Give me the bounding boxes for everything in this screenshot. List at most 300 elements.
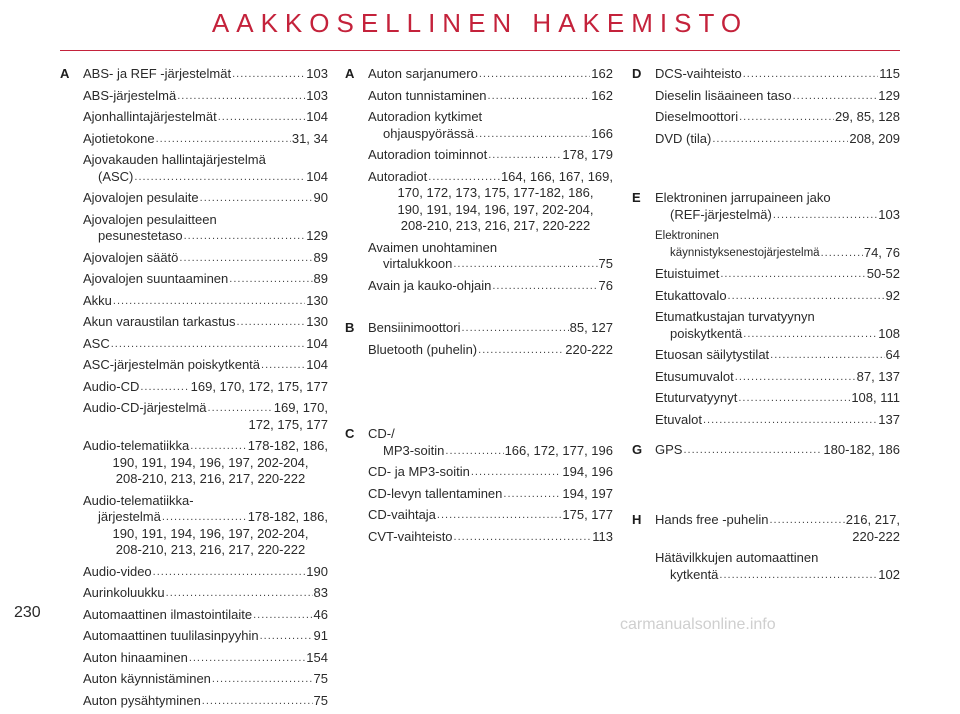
entry-page-ref: 169, 170, 172, 175, 177 [190, 378, 328, 394]
entry-label: Hands free -puhelin [655, 512, 769, 527]
dot-leader [453, 256, 597, 273]
entry-label: Bluetooth (puhelin) [368, 341, 478, 357]
entry-page-ref: 220-222 [565, 341, 613, 357]
entry-page-ref: 75 [313, 692, 328, 708]
dot-leader [719, 567, 877, 584]
entry-line [655, 309, 900, 326]
entry-page-ref: 178, 179 [562, 147, 613, 162]
entry-label: kytkentä [670, 566, 719, 582]
entry-line [83, 314, 328, 331]
entry-label: 170, 172, 173, 175, 177-182, 186, [397, 185, 594, 200]
entry-line [368, 169, 613, 186]
entry-label: Etuvalot [655, 411, 702, 427]
entry-label: Bensiinimoottori [368, 320, 461, 335]
dot-leader [479, 66, 590, 83]
entry-page-ref: 194, 196 [562, 464, 613, 479]
entry-label: Auton pysähtyminen [83, 692, 201, 708]
entry-page-ref: 29, 85, 128 [834, 109, 900, 124]
entry-page-ref: 130 [306, 292, 328, 308]
entry-line [655, 347, 900, 364]
entry-label: Dieselin lisäaineen taso [655, 87, 792, 103]
entry-page-ref: 180-182, 186 [823, 442, 900, 457]
entry-label: ABS-järjestelmä [83, 87, 177, 103]
entry-line [83, 131, 328, 148]
entry-page-ref: 220-222 [852, 528, 900, 544]
entry-line [83, 109, 328, 126]
entry-line [83, 417, 328, 434]
index-entry [83, 250, 328, 267]
entry-line [655, 131, 900, 148]
entry-label: Etusumuvalot [655, 368, 734, 384]
section-entries [368, 66, 613, 294]
index-entry [655, 412, 900, 429]
entry-line [83, 650, 328, 667]
entry-page-ref: 87, 137 [856, 368, 900, 384]
index-entry [83, 271, 328, 288]
entry-page-ref: 90 [313, 190, 328, 205]
index-entry [83, 628, 328, 645]
entry-line [655, 442, 900, 459]
entry-line [655, 266, 900, 283]
dot-leader [743, 66, 879, 83]
entry-page-ref: 166 [591, 125, 613, 141]
entry-page-ref: 64 [885, 347, 900, 362]
entry-line [83, 438, 328, 455]
entry-line [368, 320, 613, 337]
entry-page-ref: 50-52 [866, 266, 900, 281]
dot-leader [703, 412, 877, 429]
entry-label: GPS [655, 442, 683, 457]
index-entry [83, 564, 328, 581]
dot-leader [179, 250, 312, 267]
index-entry [368, 66, 613, 83]
entry-page-ref: 162 [591, 66, 613, 81]
entry-page-ref: 169, 170, [273, 400, 328, 415]
index-entry [368, 169, 613, 235]
dot-leader [738, 390, 850, 407]
entry-page-ref: 83 [313, 585, 328, 600]
index-entry [83, 314, 328, 331]
entry-page-ref: 175, 177 [562, 507, 613, 522]
entry-line [655, 228, 900, 245]
entry-page-ref: 164, 166, 167, 169, [500, 168, 613, 184]
entry-line [655, 512, 900, 529]
dot-leader [492, 278, 597, 295]
entry-line [83, 607, 328, 624]
entry-line [83, 585, 328, 602]
index-entry [83, 66, 328, 83]
index-entry [83, 109, 328, 126]
entry-line [83, 152, 328, 169]
index-entry [655, 309, 900, 342]
entry-page-ref: 129 [878, 87, 900, 103]
entry-label: Audio-telematiikka [83, 438, 190, 453]
entry-page-ref: 92 [885, 287, 900, 303]
entry-label: Akku [83, 292, 112, 308]
entry-page-ref: 85, 127 [569, 320, 613, 335]
dot-leader [140, 379, 189, 396]
dot-leader [462, 320, 569, 337]
dot-leader [184, 228, 306, 245]
entry-line [655, 369, 900, 386]
entry-line [83, 564, 328, 581]
index-entry [655, 66, 900, 83]
index-entry [83, 400, 328, 433]
entry-page-ref: 31, 34 [291, 130, 328, 146]
entry-label: Auton käynnistäminen [83, 671, 211, 686]
dot-leader [743, 326, 877, 343]
entry-label: Etukattovalo [655, 287, 727, 303]
index-section [632, 190, 900, 433]
entry-line [83, 293, 328, 310]
entry-label: Etumatkustajan turvatyynyn [655, 309, 815, 324]
entry-label: Autoradion kytkimet [368, 109, 483, 124]
entry-label: Audio-CD-järjestelmä [83, 400, 207, 415]
index-entry [368, 529, 613, 546]
entry-line [655, 88, 900, 105]
entry-page-ref: 162 [591, 87, 613, 103]
entry-line [368, 443, 613, 460]
entry-page-ref: 89 [313, 249, 328, 265]
entry-line [368, 240, 613, 257]
entry-line [368, 342, 613, 359]
index-entry [83, 585, 328, 602]
entry-label: Ajovalojen säätö [83, 249, 179, 265]
dot-leader [475, 126, 590, 143]
entry-page-ref: 130 [306, 314, 328, 329]
dot-leader [437, 507, 561, 524]
dot-leader [739, 109, 834, 126]
entry-label: (ASC) [98, 168, 134, 184]
entry-label: Avaimen unohtaminen [368, 239, 498, 255]
entry-page-ref: 129 [306, 228, 328, 243]
index-entry [655, 369, 900, 386]
index-entry [655, 288, 900, 305]
entry-page-ref: 103 [878, 206, 900, 222]
entry-page-ref: 103 [306, 66, 328, 81]
entry-label: Auton sarjanumero [368, 66, 478, 81]
entry-page-ref: 89 [313, 271, 328, 286]
entry-label: Automaattinen ilmastointilaite [83, 606, 253, 622]
dot-leader [471, 464, 562, 481]
index-entry [368, 342, 613, 359]
dot-leader [177, 88, 305, 105]
entry-line [83, 493, 328, 510]
entry-page-ref: 208, 209 [849, 130, 900, 146]
index-entry [83, 493, 328, 559]
entry-line [368, 202, 613, 219]
index-entry [83, 88, 328, 105]
dot-leader [428, 169, 500, 186]
entry-label: DCS-vaihteisto [655, 66, 742, 81]
dot-leader [153, 564, 306, 581]
dot-leader [770, 347, 884, 364]
index-entry [368, 507, 613, 524]
dot-leader [720, 266, 865, 283]
dot-leader [735, 369, 856, 386]
entry-page-ref: 75 [313, 671, 328, 686]
section-entries [655, 442, 900, 459]
dot-leader [113, 293, 305, 310]
index-entry [83, 379, 328, 396]
dot-leader [773, 207, 877, 224]
entry-page-ref: 115 [879, 66, 900, 81]
index-entry [655, 550, 900, 583]
index-entry [368, 486, 613, 503]
entry-label: pesunestetaso [98, 228, 183, 243]
entry-label: Audio-video [83, 563, 152, 579]
index-entry [83, 131, 328, 148]
entry-line [83, 169, 328, 186]
entry-line [368, 507, 613, 524]
entry-page-ref: 166, 172, 177, 196 [504, 442, 613, 458]
entry-page-ref: 154 [306, 649, 328, 665]
dot-leader [189, 650, 305, 667]
entry-label: Etuturvatyynyt [655, 390, 738, 405]
entry-page-ref: 108, 111 [851, 390, 900, 405]
dot-leader [208, 400, 273, 417]
entry-line [655, 412, 900, 429]
section-letter: A [60, 66, 70, 81]
section-letter: C [345, 426, 355, 441]
entry-page-ref: 104 [306, 168, 328, 184]
index-entry [655, 347, 900, 364]
entry-label: MP3-soitin [383, 442, 445, 458]
entry-line [83, 228, 328, 245]
index-entry [655, 109, 900, 126]
entry-label: käynnistyksenestojärjestelmä [670, 246, 820, 259]
entry-line [655, 109, 900, 126]
entry-page-ref: 194, 197 [562, 485, 613, 501]
section-letter: G [632, 442, 643, 457]
entry-line [83, 212, 328, 229]
entry-page-ref: 76 [598, 277, 613, 293]
entry-line [368, 426, 613, 443]
entry-label: 190, 191, 194, 196, 197, 202-204, [112, 454, 309, 470]
entry-line [83, 542, 328, 559]
dot-leader [229, 271, 312, 288]
entry-line [83, 357, 328, 374]
index-entry [83, 650, 328, 667]
entry-line [83, 693, 328, 710]
entry-page-ref: 216, 217, [845, 512, 900, 527]
entry-label: Ajovalojen suuntaaminen [83, 271, 229, 286]
index-entry [655, 390, 900, 407]
entry-label: Ajonhallintajärjestelmät [83, 109, 217, 124]
entry-label: Dieselmoottori [655, 109, 739, 124]
entry-line [655, 190, 900, 207]
index-entry [655, 442, 900, 459]
section-entries [83, 66, 328, 709]
entry-line [655, 326, 900, 343]
entry-label: Ajovakauden hallintajärjestelmä [83, 152, 266, 167]
entry-label: järjestelmä [98, 509, 161, 524]
entry-line [368, 464, 613, 481]
dot-leader [218, 109, 306, 126]
entry-page-ref: 104 [306, 109, 328, 124]
entry-label: ASC-järjestelmän poiskytkentä [83, 357, 261, 372]
dot-leader [712, 131, 848, 148]
dot-leader [212, 671, 313, 688]
index-entry [83, 357, 328, 374]
entry-page-ref: 91 [313, 628, 328, 643]
entry-label: Elektroninen [655, 230, 719, 242]
entry-label: Aurinkoluukku [83, 585, 165, 600]
entry-label: DVD (tila) [655, 130, 712, 146]
entry-line [83, 628, 328, 645]
entry-label: Elektroninen jarrupaineen jako [655, 190, 831, 205]
entry-line [83, 509, 328, 526]
dot-leader [821, 245, 863, 262]
entry-page-ref: 103 [306, 87, 328, 103]
entry-page-ref: 104 [306, 357, 328, 372]
entry-label: Ajotietokone [83, 130, 155, 146]
dot-leader [111, 336, 306, 353]
entry-line [655, 567, 900, 584]
entry-label: 190, 191, 194, 196, 197, 202-204, [112, 525, 309, 541]
dot-leader [190, 438, 247, 455]
header-rule [60, 50, 900, 51]
index-entry [368, 320, 613, 337]
entry-page-ref: 104 [306, 335, 328, 351]
dot-leader [166, 585, 313, 602]
index-entry [83, 190, 328, 207]
entry-line [368, 66, 613, 83]
entry-label: (REF-järjestelmä) [670, 206, 772, 222]
entry-label: Auton tunnistaminen [368, 87, 487, 103]
index-section [632, 66, 900, 152]
dot-leader [200, 190, 313, 207]
dot-leader [202, 693, 313, 710]
section-letter: A [345, 66, 355, 81]
dot-leader [488, 147, 561, 164]
dot-leader [156, 131, 291, 148]
index-section [632, 512, 900, 588]
entry-label: CD-levyn tallentaminen [368, 485, 503, 501]
entry-label: 208-210, 213, 216, 217, 220-222 [400, 218, 591, 233]
entry-line [655, 390, 900, 407]
entry-label: Auton hinaaminen [83, 649, 188, 665]
entry-label: virtalukkoon [383, 256, 453, 271]
entry-line [368, 126, 613, 143]
entry-line [368, 256, 613, 273]
entry-line [83, 455, 328, 472]
entry-line [83, 336, 328, 353]
entry-label: Audio-telematiikka- [83, 492, 194, 508]
entry-label: Autoradion toiminnot [368, 147, 488, 162]
index-entry [655, 190, 900, 223]
index-entry [655, 88, 900, 105]
entry-label: 208-210, 213, 216, 217, 220-222 [115, 542, 306, 557]
section-letter: H [632, 512, 642, 527]
page-number: 230 [14, 604, 41, 621]
dot-leader [503, 486, 561, 503]
index-entry [655, 228, 900, 261]
entry-label: Automaattinen tuulilasinpyyhin [83, 628, 259, 643]
entry-label: poiskytkentä [670, 325, 743, 341]
entry-page-ref: 46 [313, 606, 328, 622]
index-entry [655, 266, 900, 283]
entry-label: Etuistuimet [655, 266, 720, 281]
entry-page-ref: 75 [598, 256, 613, 271]
entry-line [83, 671, 328, 688]
entry-page-ref: 190 [306, 563, 328, 579]
index-entry [655, 512, 900, 545]
entry-label: ohjauspyörässä [383, 125, 475, 141]
entry-line [655, 529, 900, 546]
index-entry [368, 240, 613, 273]
index-section [60, 66, 328, 714]
entry-line [368, 88, 613, 105]
index-section [345, 426, 613, 550]
entry-label: CD- ja MP3-soitin [368, 464, 470, 479]
watermark: carmanualsonline.info [620, 616, 776, 633]
entry-label: CVT-vaihteisto [368, 528, 453, 544]
entry-label: CD-/ [368, 426, 395, 441]
index-entry [83, 293, 328, 310]
entry-line [83, 250, 328, 267]
entry-line [83, 379, 328, 396]
index-entry [83, 336, 328, 353]
dot-leader [683, 442, 822, 459]
section-entries [368, 320, 613, 358]
entry-page-ref: 102 [878, 566, 900, 582]
dot-leader [261, 357, 305, 374]
entry-line [83, 471, 328, 488]
entry-page-ref: 108 [878, 325, 900, 341]
entry-label: Ajovalojen pesulaite [83, 190, 199, 205]
section-entries [655, 190, 900, 428]
dot-leader [253, 607, 312, 624]
dot-leader [236, 314, 305, 331]
entry-page-ref: 178-182, 186, [247, 509, 328, 524]
index-entry [368, 426, 613, 459]
index-entry [83, 152, 328, 185]
entry-line [368, 147, 613, 164]
entry-label: Ajovalojen pesulaitteen [83, 211, 217, 227]
dot-leader [445, 443, 503, 460]
dot-leader [769, 512, 844, 529]
index-entry [655, 131, 900, 148]
index-entry [83, 693, 328, 710]
index-entry [368, 464, 613, 481]
dot-leader [454, 529, 592, 546]
section-letter: B [345, 320, 355, 335]
entry-label: 208-210, 213, 216, 217, 220-222 [115, 471, 306, 486]
entry-line [83, 271, 328, 288]
section-letter: E [632, 190, 641, 205]
section-entries [368, 426, 613, 545]
entry-line [368, 218, 613, 235]
entry-page-ref: 137 [878, 411, 900, 427]
entry-line [655, 550, 900, 567]
dot-leader [728, 288, 885, 305]
section-entries [655, 66, 900, 147]
entry-page-ref: 113 [592, 528, 613, 544]
entry-line [83, 400, 328, 417]
dot-leader [488, 88, 591, 105]
page-title: AAKKOSELLINEN HAKEMISTO [211, 8, 749, 38]
dot-leader [793, 88, 878, 105]
entry-line [368, 278, 613, 295]
index-entry [368, 278, 613, 295]
entry-page-ref: 74, 76 [863, 244, 900, 260]
section-letter: D [632, 66, 642, 81]
entry-line [655, 245, 900, 262]
entry-label: Etuosan säilytystilat [655, 347, 770, 362]
entry-line [368, 109, 613, 126]
entry-line [368, 486, 613, 503]
